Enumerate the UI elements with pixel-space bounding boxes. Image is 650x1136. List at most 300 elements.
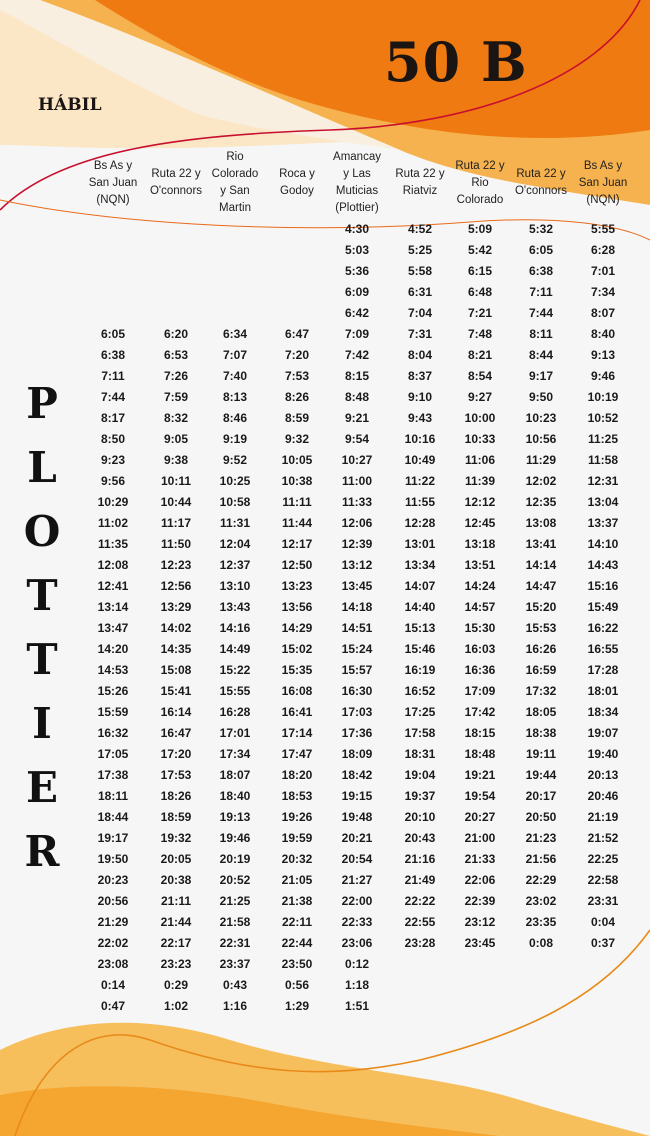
time-cell: 10:16: [404, 432, 436, 446]
time-cell: 8:59: [284, 411, 310, 425]
time-cell: 8:17: [100, 411, 126, 425]
time-cell: 10:33: [464, 432, 496, 446]
time-cell: 21:52: [587, 831, 619, 845]
time-cell: 13:10: [219, 579, 251, 593]
time-cell: 6:53: [163, 348, 189, 362]
time-cell: 12:50: [281, 558, 313, 572]
time-cell: 8:32: [163, 411, 189, 425]
time-cell: 9:43: [407, 411, 433, 425]
time-cell: 23:37: [219, 957, 251, 971]
time-cell: 20:50: [525, 810, 557, 824]
time-cell: 12:06: [341, 516, 373, 530]
time-cell: 17:01: [219, 726, 251, 740]
table-row: [0, 618, 650, 639]
time-cell: 14:24: [464, 579, 496, 593]
time-cell: 9:50: [528, 390, 554, 404]
time-cell: 18:34: [587, 705, 619, 719]
table-row: [0, 975, 650, 996]
time-cell: 8:40: [590, 327, 616, 341]
day-type-label: HÁBIL: [38, 95, 102, 115]
time-cell: 11:50: [160, 537, 192, 551]
time-cell: 8:48: [344, 390, 370, 404]
column-header-line: O'connors: [514, 185, 568, 197]
time-cell: 15:26: [97, 684, 129, 698]
time-cell: 18:48: [464, 747, 496, 761]
time-cell: 21:16: [404, 852, 436, 866]
city-letter: I: [32, 699, 52, 748]
time-cell: 1:51: [344, 999, 370, 1013]
table-row: [0, 261, 650, 282]
time-cell: 12:28: [404, 516, 436, 530]
time-cell: 11:29: [525, 453, 557, 467]
table-row: [0, 324, 650, 345]
time-cell: 15:24: [341, 642, 373, 656]
table-row: [0, 933, 650, 954]
time-cell: 14:07: [404, 579, 436, 593]
column-header-line: (NQN): [586, 193, 620, 206]
table-row: [0, 366, 650, 387]
table-row: [0, 492, 650, 513]
time-cell: 17:03: [341, 705, 373, 719]
time-cell: 7:07: [222, 348, 248, 362]
time-cell: 13:43: [219, 600, 251, 614]
time-cell: 7:26: [163, 369, 189, 383]
time-cell: 9:27: [467, 390, 493, 404]
time-cell: 6:38: [528, 264, 554, 278]
time-cell: 18:20: [281, 768, 313, 782]
column-header: [77, 148, 149, 218]
time-cell: 11:02: [97, 516, 129, 530]
city-letter: O: [23, 507, 61, 556]
table-row: [0, 744, 650, 765]
time-cell: 16:22: [587, 621, 619, 635]
time-cell: 18:53: [281, 789, 313, 803]
time-cell: 22:58: [587, 873, 619, 887]
time-cell: 10:56: [525, 432, 557, 446]
city-letter: T: [26, 635, 58, 684]
time-cell: 16:55: [587, 642, 619, 656]
time-cell: 17:32: [525, 684, 557, 698]
time-cell: 20:27: [464, 810, 496, 824]
time-cell: 9:56: [100, 474, 126, 488]
time-cell: 16:03: [464, 642, 496, 656]
time-cell: 21:58: [219, 915, 251, 929]
time-cell: 7:09: [344, 327, 370, 341]
time-cell: 14:14: [525, 558, 557, 572]
time-cell: 9:17: [528, 369, 554, 383]
time-cell: 16:30: [341, 684, 373, 698]
time-cell: 10:05: [281, 453, 313, 467]
table-row: [0, 765, 650, 786]
time-cell: 9:52: [222, 453, 248, 467]
time-cell: 16:59: [525, 663, 557, 677]
time-cell: 12:45: [464, 516, 496, 530]
time-cell: 5:42: [467, 243, 493, 257]
table-row: [0, 345, 650, 366]
table-row: [0, 597, 650, 618]
time-cell: 21:33: [464, 852, 496, 866]
time-cell: 22:00: [341, 894, 373, 908]
time-cell: 1:29: [284, 999, 310, 1013]
time-cell: 12:12: [464, 495, 496, 509]
time-cell: 15:46: [404, 642, 436, 656]
time-cell: 10:19: [587, 390, 619, 404]
time-cell: 14:35: [160, 642, 192, 656]
time-cell: 15:16: [587, 579, 619, 593]
time-cell: 13:37: [587, 516, 619, 530]
time-cell: 9:23: [100, 453, 126, 467]
time-cell: 17:36: [341, 726, 373, 740]
time-cell: 14:10: [587, 537, 619, 551]
time-cell: 21:19: [587, 810, 619, 824]
time-cell: 0:37: [590, 936, 616, 950]
time-cell: 19:15: [341, 789, 373, 803]
table-row: [0, 240, 650, 261]
time-cell: 22:55: [404, 915, 436, 929]
time-cell: 16:36: [464, 663, 496, 677]
time-cell: 15:13: [404, 621, 436, 635]
time-cell: 22:29: [525, 873, 557, 887]
column-header-line: Rio: [226, 151, 244, 163]
time-cell: 10:29: [97, 495, 129, 509]
time-cell: 6:47: [284, 327, 310, 341]
time-cell: 7:01: [590, 264, 616, 278]
table-row: [0, 828, 650, 849]
table-row: [0, 912, 650, 933]
time-cell: 6:05: [528, 243, 554, 257]
time-cell: 21:49: [404, 873, 436, 887]
time-cell: 7:11: [101, 369, 125, 383]
time-cell: 19:46: [219, 831, 251, 845]
column-header-line: Muticias: [335, 185, 379, 197]
time-cell: 13:47: [97, 621, 129, 635]
time-cell: 11:31: [219, 516, 251, 530]
time-cell: 22:31: [219, 936, 251, 950]
time-cell: 17:53: [160, 768, 192, 782]
time-cell: 13:34: [404, 558, 436, 572]
table-row: [0, 681, 650, 702]
time-cell: 12:17: [281, 537, 313, 551]
time-cell: 15:30: [464, 621, 496, 635]
time-cell: 11:39: [464, 474, 496, 488]
column-header-line: y Las: [343, 168, 371, 180]
time-cell: 0:29: [163, 978, 189, 992]
time-cell: 17:20: [160, 747, 192, 761]
table-row: [0, 660, 650, 681]
time-cell: 19:54: [464, 789, 496, 803]
table-row: [0, 954, 650, 975]
time-cell: 19:50: [97, 852, 129, 866]
time-cell: 14:02: [160, 621, 192, 635]
column-header-line: Roca y: [279, 168, 315, 180]
time-cell: 6:20: [163, 327, 189, 341]
time-cell: 15:49: [587, 600, 619, 614]
time-cell: 14:40: [404, 600, 436, 614]
time-cell: 21:11: [160, 894, 192, 908]
time-cell: 9:10: [407, 390, 433, 404]
time-cell: 10:11: [160, 474, 192, 488]
time-cell: 20:19: [219, 852, 251, 866]
time-cell: 7:40: [222, 369, 248, 383]
city-letter: T: [26, 571, 58, 620]
time-cell: 8:13: [222, 390, 248, 404]
time-cell: 23:31: [587, 894, 619, 908]
time-cell: 8:50: [100, 432, 126, 446]
time-cell: 6:09: [344, 285, 370, 299]
time-cell: 14:29: [281, 621, 313, 635]
time-cell: 17:14: [281, 726, 313, 740]
time-cell: 14:49: [219, 642, 251, 656]
column-header-line: Ruta 22 y: [151, 168, 201, 180]
time-cell: 12:39: [341, 537, 373, 551]
time-cell: 13:12: [341, 558, 373, 572]
time-cell: 5:55: [590, 222, 616, 236]
time-cell: 10:49: [404, 453, 436, 467]
time-cell: 19:26: [281, 810, 313, 824]
time-cell: 11:33: [341, 495, 373, 509]
time-cell: 10:44: [160, 495, 192, 509]
time-cell: 21:38: [281, 894, 313, 908]
column-header-line: Colorado: [211, 168, 259, 180]
time-cell: 20:05: [160, 852, 192, 866]
time-cell: 0:08: [528, 936, 554, 950]
time-cell: 10:23: [525, 411, 557, 425]
time-cell: 22:25: [587, 852, 619, 866]
time-cell: 20:38: [160, 873, 192, 887]
time-cell: 5:36: [344, 264, 370, 278]
time-cell: 8:21: [467, 348, 493, 362]
time-cell: 0:43: [222, 978, 248, 992]
time-cell: 21:27: [341, 873, 373, 887]
time-cell: 18:09: [341, 747, 373, 761]
time-cell: 5:58: [407, 264, 433, 278]
time-cell: 8:04: [407, 348, 433, 362]
time-cell: 23:50: [281, 957, 313, 971]
time-cell: 7:53: [284, 369, 310, 383]
time-cell: 20:32: [281, 852, 313, 866]
column-header-line: Bs As y: [93, 159, 133, 172]
time-cell: 16:08: [281, 684, 313, 698]
time-cell: 7:04: [407, 306, 433, 320]
time-cell: 1:18: [344, 978, 370, 992]
time-cell: 15:59: [97, 705, 129, 719]
time-cell: 12:31: [587, 474, 619, 488]
time-cell: 19:13: [219, 810, 251, 824]
time-cell: 0:47: [100, 999, 126, 1013]
table-row: [0, 639, 650, 660]
time-cell: 15:57: [341, 663, 373, 677]
time-cell: 1:16: [222, 999, 248, 1013]
time-cell: 23:08: [97, 957, 129, 971]
city-letter: R: [24, 827, 60, 876]
time-cell: 20:10: [404, 810, 436, 824]
time-cell: 23:35: [525, 915, 557, 929]
time-cell: 10:27: [341, 453, 373, 467]
table-row: [0, 513, 650, 534]
time-cell: 12:02: [525, 474, 557, 488]
time-cell: 9:13: [590, 348, 616, 362]
time-cell: 22:06: [464, 873, 496, 887]
time-cell: 10:58: [219, 495, 251, 509]
table-row: [0, 534, 650, 555]
time-cell: 14:51: [341, 621, 373, 635]
time-cell: 14:57: [464, 600, 496, 614]
table-row: [0, 303, 650, 324]
time-cell: 11:17: [160, 516, 192, 530]
time-cell: 20:56: [97, 894, 129, 908]
time-cell: 23:06: [341, 936, 373, 950]
time-cell: 8:15: [344, 369, 370, 383]
column-header-line: Riatviz: [402, 185, 438, 197]
time-cell: 10:52: [587, 411, 619, 425]
column-header-line: Amancay: [333, 151, 381, 163]
column-headers: [0, 148, 650, 218]
time-cell: 19:21: [464, 768, 496, 782]
time-cell: 22:22: [404, 894, 436, 908]
time-cell: 16:26: [525, 642, 557, 656]
time-cell: 14:20: [97, 642, 129, 656]
time-cell: 6:15: [467, 264, 493, 278]
time-cell: 11:55: [404, 495, 436, 509]
time-cell: 5:03: [344, 243, 370, 257]
time-cell: 8:44: [528, 348, 554, 362]
time-cell: 13:08: [525, 516, 557, 530]
table-row: [0, 471, 650, 492]
time-cell: 0:04: [590, 915, 616, 929]
time-cell: 23:12: [464, 915, 496, 929]
time-cell: 5:25: [407, 243, 433, 257]
time-cell: 13:04: [587, 495, 619, 509]
time-cell: 0:12: [344, 957, 370, 971]
time-cell: 18:11: [97, 789, 129, 803]
time-cell: 7:21: [467, 306, 493, 320]
time-cell: 4:30: [344, 222, 370, 236]
time-cell: 20:46: [587, 789, 619, 803]
table-row: [0, 702, 650, 723]
table-row: [0, 219, 650, 240]
time-cell: 5:32: [528, 222, 554, 236]
time-cell: 8:46: [222, 411, 248, 425]
time-cell: 14:43: [587, 558, 619, 572]
time-cell: 21:29: [97, 915, 129, 929]
time-cell: 4:52: [407, 222, 433, 236]
time-cell: 10:38: [281, 474, 313, 488]
table-row: [0, 282, 650, 303]
time-cell: 19:32: [160, 831, 192, 845]
time-cell: 7:48: [467, 327, 493, 341]
time-cell: 15:41: [160, 684, 192, 698]
time-cell: 16:32: [97, 726, 129, 740]
time-cell: 8:37: [407, 369, 433, 383]
time-cell: 6:28: [590, 243, 616, 257]
time-cell: 12:08: [97, 558, 129, 572]
time-cell: 20:21: [341, 831, 373, 845]
time-cell: 21:56: [525, 852, 557, 866]
city-letter: P: [26, 379, 58, 428]
column-header-line: Martin: [219, 202, 251, 214]
time-cell: 13:23: [281, 579, 313, 593]
time-cell: 22:33: [341, 915, 373, 929]
time-cell: 11:22: [404, 474, 436, 488]
column-header-line: San Juan: [578, 176, 628, 189]
time-cell: 17:34: [219, 747, 251, 761]
time-cell: 7:44: [528, 306, 554, 320]
time-cell: 19:17: [97, 831, 129, 845]
time-cell: 15:53: [525, 621, 557, 635]
column-header-line: Godoy: [280, 185, 314, 197]
route-number: 50 B: [384, 30, 528, 94]
time-cell: 11:06: [464, 453, 496, 467]
time-cell: 7:31: [407, 327, 433, 341]
time-cell: 9:19: [222, 432, 248, 446]
time-cell: 15:08: [160, 663, 192, 677]
time-cell: 17:09: [464, 684, 496, 698]
time-cell: 11:00: [341, 474, 373, 488]
time-cell: 13:18: [464, 537, 496, 551]
time-cell: 13:29: [160, 600, 192, 614]
time-cell: 17:25: [404, 705, 436, 719]
time-cell: 22:17: [160, 936, 192, 950]
time-cell: 15:20: [525, 600, 557, 614]
time-cell: 6:42: [344, 306, 370, 320]
time-cell: 22:39: [464, 894, 496, 908]
time-cell: 23:45: [464, 936, 496, 950]
time-cell: 9:32: [284, 432, 310, 446]
time-cell: 11:25: [587, 432, 619, 446]
column-header-line: y San: [220, 185, 250, 197]
time-cell: 20:52: [219, 873, 251, 887]
time-cell: 1:02: [163, 999, 189, 1013]
time-cell: 6:48: [467, 285, 493, 299]
table-row: [0, 807, 650, 828]
time-cell: 0:56: [284, 978, 310, 992]
city-letter: L: [27, 443, 57, 492]
time-cell: 16:14: [160, 705, 192, 719]
time-cell: 16:47: [160, 726, 192, 740]
table-row: [0, 450, 650, 471]
time-cell: 6:31: [407, 285, 433, 299]
time-cell: 16:52: [404, 684, 436, 698]
time-cell: 19:37: [404, 789, 436, 803]
time-cell: 19:04: [404, 768, 436, 782]
table-row: [0, 891, 650, 912]
time-cell: 16:19: [404, 663, 436, 677]
time-cell: 19:11: [525, 747, 557, 761]
time-cell: 7:42: [344, 348, 370, 362]
time-cell: 7:34: [590, 285, 616, 299]
time-cell: 13:41: [525, 537, 557, 551]
time-cell: 20:17: [525, 789, 557, 803]
time-cell: 15:55: [219, 684, 251, 698]
table-row: [0, 429, 650, 450]
time-cell: 6:05: [100, 327, 126, 341]
time-cell: 21:05: [281, 873, 313, 887]
city-vertical-label: [20, 372, 64, 884]
time-cell: 5:09: [467, 222, 493, 236]
time-cell: 0:14: [100, 978, 126, 992]
time-cell: 14:53: [97, 663, 129, 677]
column-header-line: Ruta 22 y: [516, 168, 566, 180]
time-cell: 18:26: [160, 789, 192, 803]
time-cell: 18:01: [587, 684, 619, 698]
time-cell: 8:26: [284, 390, 310, 404]
time-cell: 9:54: [344, 432, 370, 446]
time-cell: 13:51: [464, 558, 496, 572]
time-cell: 18:15: [464, 726, 496, 740]
time-cell: 11:11: [282, 495, 312, 509]
time-cell: 15:02: [281, 642, 313, 656]
time-cell: 21:00: [464, 831, 496, 845]
